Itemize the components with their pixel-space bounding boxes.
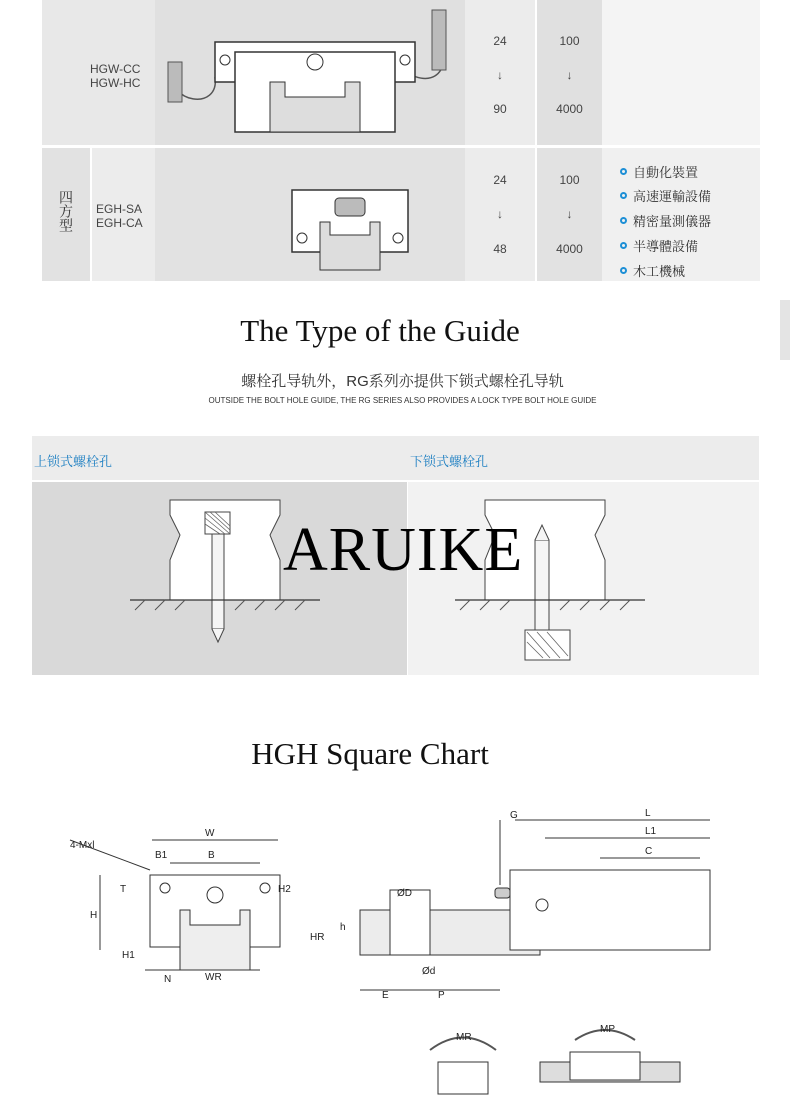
row2-type-label: 四方型 xyxy=(58,190,74,232)
label-B1: B1 xyxy=(155,850,168,861)
label-HR: HR xyxy=(310,932,325,943)
label-G: G xyxy=(510,810,518,821)
row1-col2-bottom: 4000 xyxy=(556,102,583,116)
row1-col1-top: 24 xyxy=(493,34,507,48)
row2-model-1: EGH-SA xyxy=(96,202,143,216)
application-item: 高速運輸設備 xyxy=(620,186,711,205)
label-MP: MP xyxy=(600,1024,615,1035)
label-MR: MR xyxy=(456,1032,472,1043)
label-h: h xyxy=(340,922,346,933)
label-H2: H2 xyxy=(278,884,291,895)
circle-bullet-icon xyxy=(620,267,627,274)
label-D: ØD xyxy=(397,888,412,899)
label-L: L xyxy=(645,808,651,819)
row2-col2-top: 100 xyxy=(559,173,580,187)
row2-col2-bottom: 4000 xyxy=(556,242,583,256)
row1-model-1: HGW-CC xyxy=(90,62,141,76)
row2-col1-bottom: 48 xyxy=(493,242,507,256)
label-N: N xyxy=(164,974,172,985)
label-WR: WR xyxy=(205,972,222,983)
circle-bullet-icon xyxy=(620,168,627,175)
label-P: P xyxy=(438,990,445,1001)
hgh-dimension-drawing xyxy=(60,800,720,1100)
chart-title: HGH Square Chart xyxy=(251,736,489,771)
application-item: 半導體設備 xyxy=(620,236,698,255)
row1-col1-bottom: 90 xyxy=(493,102,507,116)
row1-app-cell xyxy=(602,0,760,145)
hgw-block-drawing xyxy=(160,2,460,142)
label-L1: L1 xyxy=(645,826,657,837)
row1-col1-arrow: ↓ xyxy=(497,68,503,82)
label-H1: H1 xyxy=(122,950,135,961)
row1-col2-top: 100 xyxy=(559,34,580,48)
circle-bullet-icon xyxy=(620,192,627,199)
label-H: H xyxy=(90,910,98,921)
application-item: 自動化裝置 xyxy=(620,162,698,181)
row2-col1-arrow: ↓ xyxy=(497,207,503,221)
egh-block-drawing xyxy=(280,180,420,275)
guide-subtitle-en: OUTSIDE THE BOLT HOLE GUIDE, THE RG SERIES ALSO PROVIDES A LOCK TYPE BOLT HOLE GUIDE xyxy=(208,396,597,405)
application-item: 精密量測儀器 xyxy=(620,211,711,230)
circle-bullet-icon xyxy=(620,217,627,224)
label-W: W xyxy=(205,828,215,839)
row2-model-2: EGH-CA xyxy=(96,216,143,230)
row1-model-2: HGW-HC xyxy=(90,76,141,90)
row2-col2-arrow: ↓ xyxy=(566,207,573,221)
guide-subtitle-cn: 螺栓孔导轨外，RG系列亦提供下锁式螺栓孔导轨 xyxy=(241,373,564,390)
guide-header-bar xyxy=(32,436,759,480)
application-item: 木工機械 xyxy=(620,261,685,280)
label-E: E xyxy=(382,990,389,1001)
label-B: B xyxy=(208,850,215,861)
label-d: Ød xyxy=(422,966,436,977)
edge-strip xyxy=(780,300,790,360)
label-thread: 4-Mxl xyxy=(70,840,95,851)
guide-right-label: 下锁式螺栓孔 xyxy=(410,454,489,469)
watermark: ARUIKE xyxy=(283,516,524,584)
guide-left-label: 上锁式螺栓孔 xyxy=(34,454,113,469)
row2-col1-top: 24 xyxy=(493,173,507,187)
label-T: T xyxy=(120,884,127,895)
circle-bullet-icon xyxy=(620,242,627,249)
row1-col2-arrow: ↓ xyxy=(566,68,573,82)
label-C: C xyxy=(645,846,653,857)
guide-title: The Type of the Guide xyxy=(240,313,520,348)
